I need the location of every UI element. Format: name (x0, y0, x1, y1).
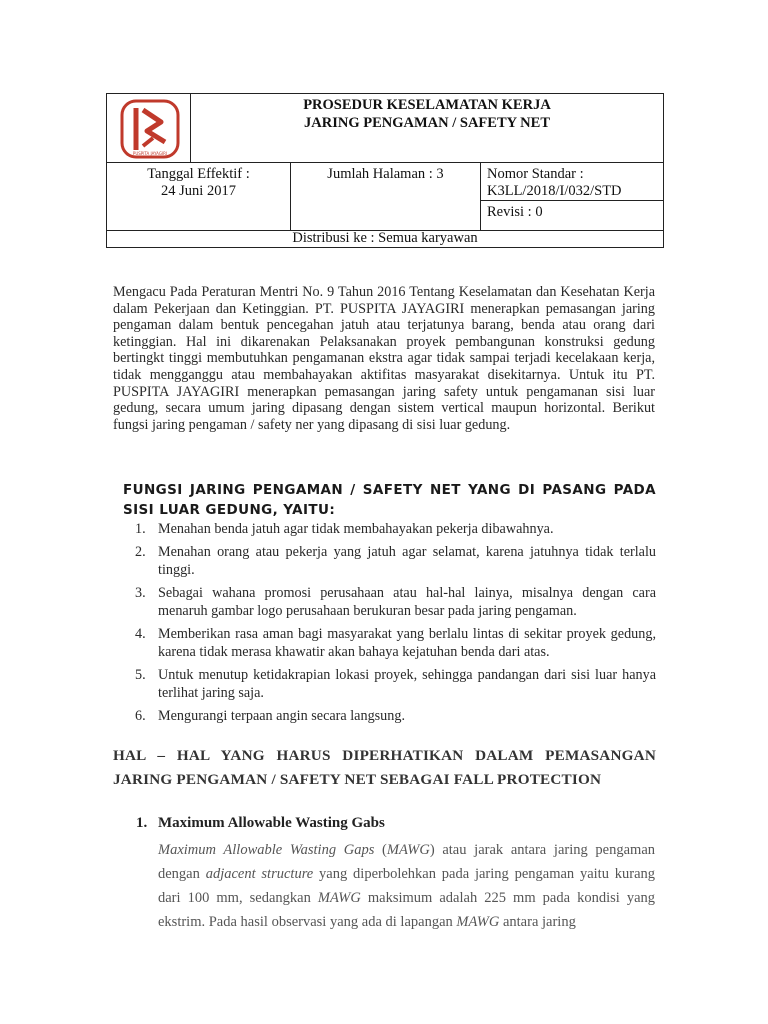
list-item-text: Memberikan rasa aman bagi masyarakat yang berlalu lintas di sekitar proyek gedung, karena tidak merasa khawatir akan bahaya kejatuhan benda dari atas. (158, 626, 656, 660)
revision-text: Revisi : 0 (487, 204, 543, 220)
company-logo (119, 98, 181, 160)
list-item-number: 5. (135, 667, 146, 683)
term-mawg: MAWG (386, 842, 430, 858)
distribution-text: Distribusi ke : Semua karyawan (292, 230, 478, 246)
document-header-table (106, 93, 664, 248)
document-title (191, 94, 664, 163)
list-item (120, 520, 656, 538)
list-item-number: 4. (135, 626, 146, 642)
effective-date-cell (107, 163, 291, 231)
functions-heading: FUNGSI JARING PENGAMAN / SAFETY NET YANG DI PASANG PADA SISI LUAR GEDUNG, YAITU: (123, 482, 656, 518)
term-mawg: MAWG (317, 890, 361, 906)
section-1-number: 1. (136, 815, 148, 831)
svg-text:PUSPITA JAYAGIRI: PUSPITA JAYAGIRI (132, 151, 168, 156)
page-count-cell (291, 163, 481, 231)
effective-date-label: Tanggal Effektif : (147, 166, 250, 182)
title-line-2: JARING PENGAMAN / SAFETY NET (304, 115, 550, 131)
list-item-number: 1. (135, 521, 146, 537)
term-mawg: MAWG (456, 914, 500, 930)
considerations-heading: HAL – HAL YANG HARUS DIPERHATIKAN DALAM PEMASANGAN JARING PENGAMAN / SAFETY NET SEBAGAI FALL PROTECTION (113, 747, 656, 788)
functions-list (120, 520, 656, 725)
standard-number-cell (481, 163, 664, 201)
effective-date-value: 24 Juni 2017 (161, 183, 236, 199)
term-mawg-full: Maximum Allowable Wasting Gaps (158, 842, 375, 858)
section-1-paragraph: Maximum Allowable Wasting Gaps (MAWG) atau jarak antara jaring pengaman dengan adjacent structure yang diperbolehkan pada jaring pengaman yaitu kurang dari 100 mm, sedangkan MAWG maksimum adalah 225 mm pada kondisi yang ekstrim. Pada hasil observasi yang ada di lapangan MAWG antara jaring (158, 842, 656, 930)
list-item-text: Sebagai wahana promosi perusahaan atau hal-hal lainya, misalnya dengan cara menaruh gambar logo perusahaan berukuran besar pada jaring pengaman. (158, 585, 656, 619)
standard-number-label: Nomor Standar : (487, 166, 584, 182)
list-item (120, 625, 656, 661)
list-item-number: 2. (135, 544, 146, 560)
term-adjacent-structure: adjacent structure (205, 866, 314, 882)
distribution-cell (107, 231, 664, 248)
list-item-number: 3. (135, 585, 146, 601)
list-item-text: Menahan benda jatuh agar tidak membahayakan pekerja dibawahnya. (158, 521, 554, 537)
section-1-title-text: Maximum Allowable Wasting Gabs (158, 815, 385, 831)
list-item (120, 666, 656, 702)
list-item-text: Menahan orang atau pekerja yang jatuh agar selamat, karena jatuhnya tidak terlalu tinggi. (158, 544, 656, 578)
list-item-text: Mengurangi terpaan angin secara langsung. (158, 708, 406, 724)
list-item (120, 543, 656, 579)
logo-cell (107, 94, 191, 163)
section-1-title (136, 815, 385, 832)
list-item-text: Untuk menutup ketidakrapian lokasi proyek, sehingga pandangan dari sisi luar hanya terlihat jaring saja. (158, 667, 656, 701)
intro-paragraph: Mengacu Pada Peraturan Mentri No. 9 Tahun 2016 Tentang Keselamatan dan Kesehatan Kerja dalam Pekerjaan dan Ketinggian. PT. PUSPITA JAYAGIRI menerapkan pemasangan jaring pengaman dalam bentuk pencegahan jatuh atau terjatunya barang, benda atau orang dari ketinggian. Hal ini dikarenakan Pelaksanakan proyek pembangunan konstruksi gedung bertingkt tinggi membutuhkan pengamanan ekstra agar tidak sampai terjadi kecelakaan kerja, tidak mengganggu atau membahayakan aktifitas masyarakat disekitarnya. Untuk itu PT. PUSPITA JAYAGIRI menerapkan pemasangan jaring safety untuk pengamanan sisi luar gedung, secara umum jaring dipasang dengan sistem vertical maupun horizontal. Berikut fungsi jaring pengaman / safety ner yang dipasang di sisi luar gedung. (113, 284, 655, 433)
standard-number-value: K3LL/2018/I/032/STD (487, 183, 622, 199)
list-item-number: 6. (135, 708, 146, 724)
list-item (120, 584, 656, 620)
revision-cell (481, 201, 664, 231)
title-line-1: PROSEDUR KESELAMATAN KERJA (303, 97, 551, 113)
list-item (120, 707, 656, 725)
page-count: Jumlah Halaman : 3 (327, 166, 444, 182)
